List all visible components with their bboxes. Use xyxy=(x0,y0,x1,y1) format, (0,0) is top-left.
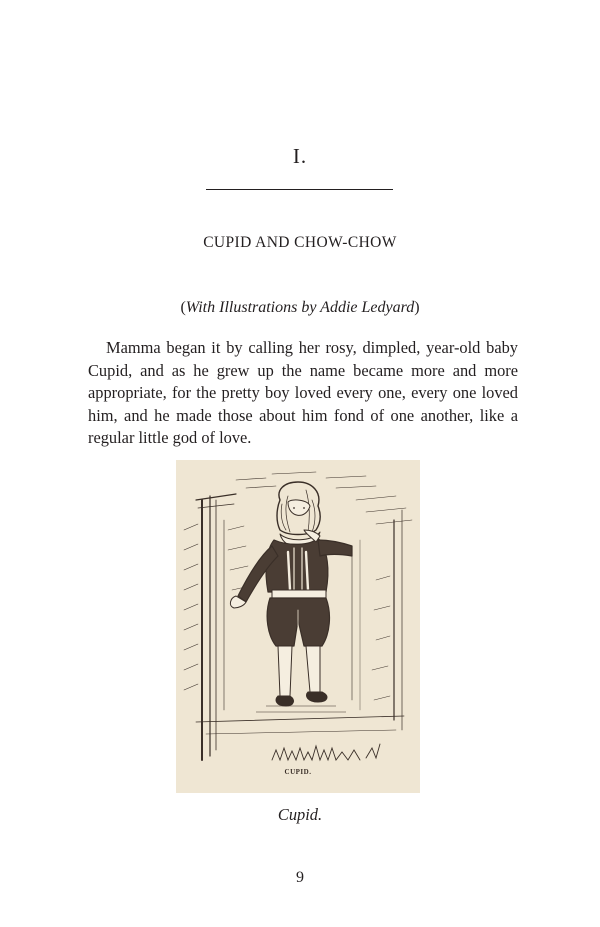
body-paragraph: Mamma began it by calling her rosy, dimpled, year-old baby Cupid, and as he grew up the name became more and more appropriate, for the pretty boy loved every one, every one loved him, and he made those about him fond of one another, like a regular little god of love. xyxy=(88,338,518,447)
chapter-number: I. xyxy=(292,144,308,168)
chapter-title: CUPID AND CHOW-CHOW xyxy=(203,234,397,251)
plate-label: CUPID. xyxy=(284,768,312,776)
cupid-illustration xyxy=(176,460,420,793)
illustration-credit xyxy=(0,297,600,319)
chapter-divider-rule xyxy=(206,189,393,190)
illustration-caption: Cupid. xyxy=(277,805,323,824)
credit-text: With Illustrations by Addie Ledyard xyxy=(185,299,415,316)
credit-open-paren: ( xyxy=(180,299,186,316)
engraving-image xyxy=(176,460,420,793)
credit-close-paren: ) xyxy=(414,299,420,316)
page-number: 9 xyxy=(296,869,304,886)
